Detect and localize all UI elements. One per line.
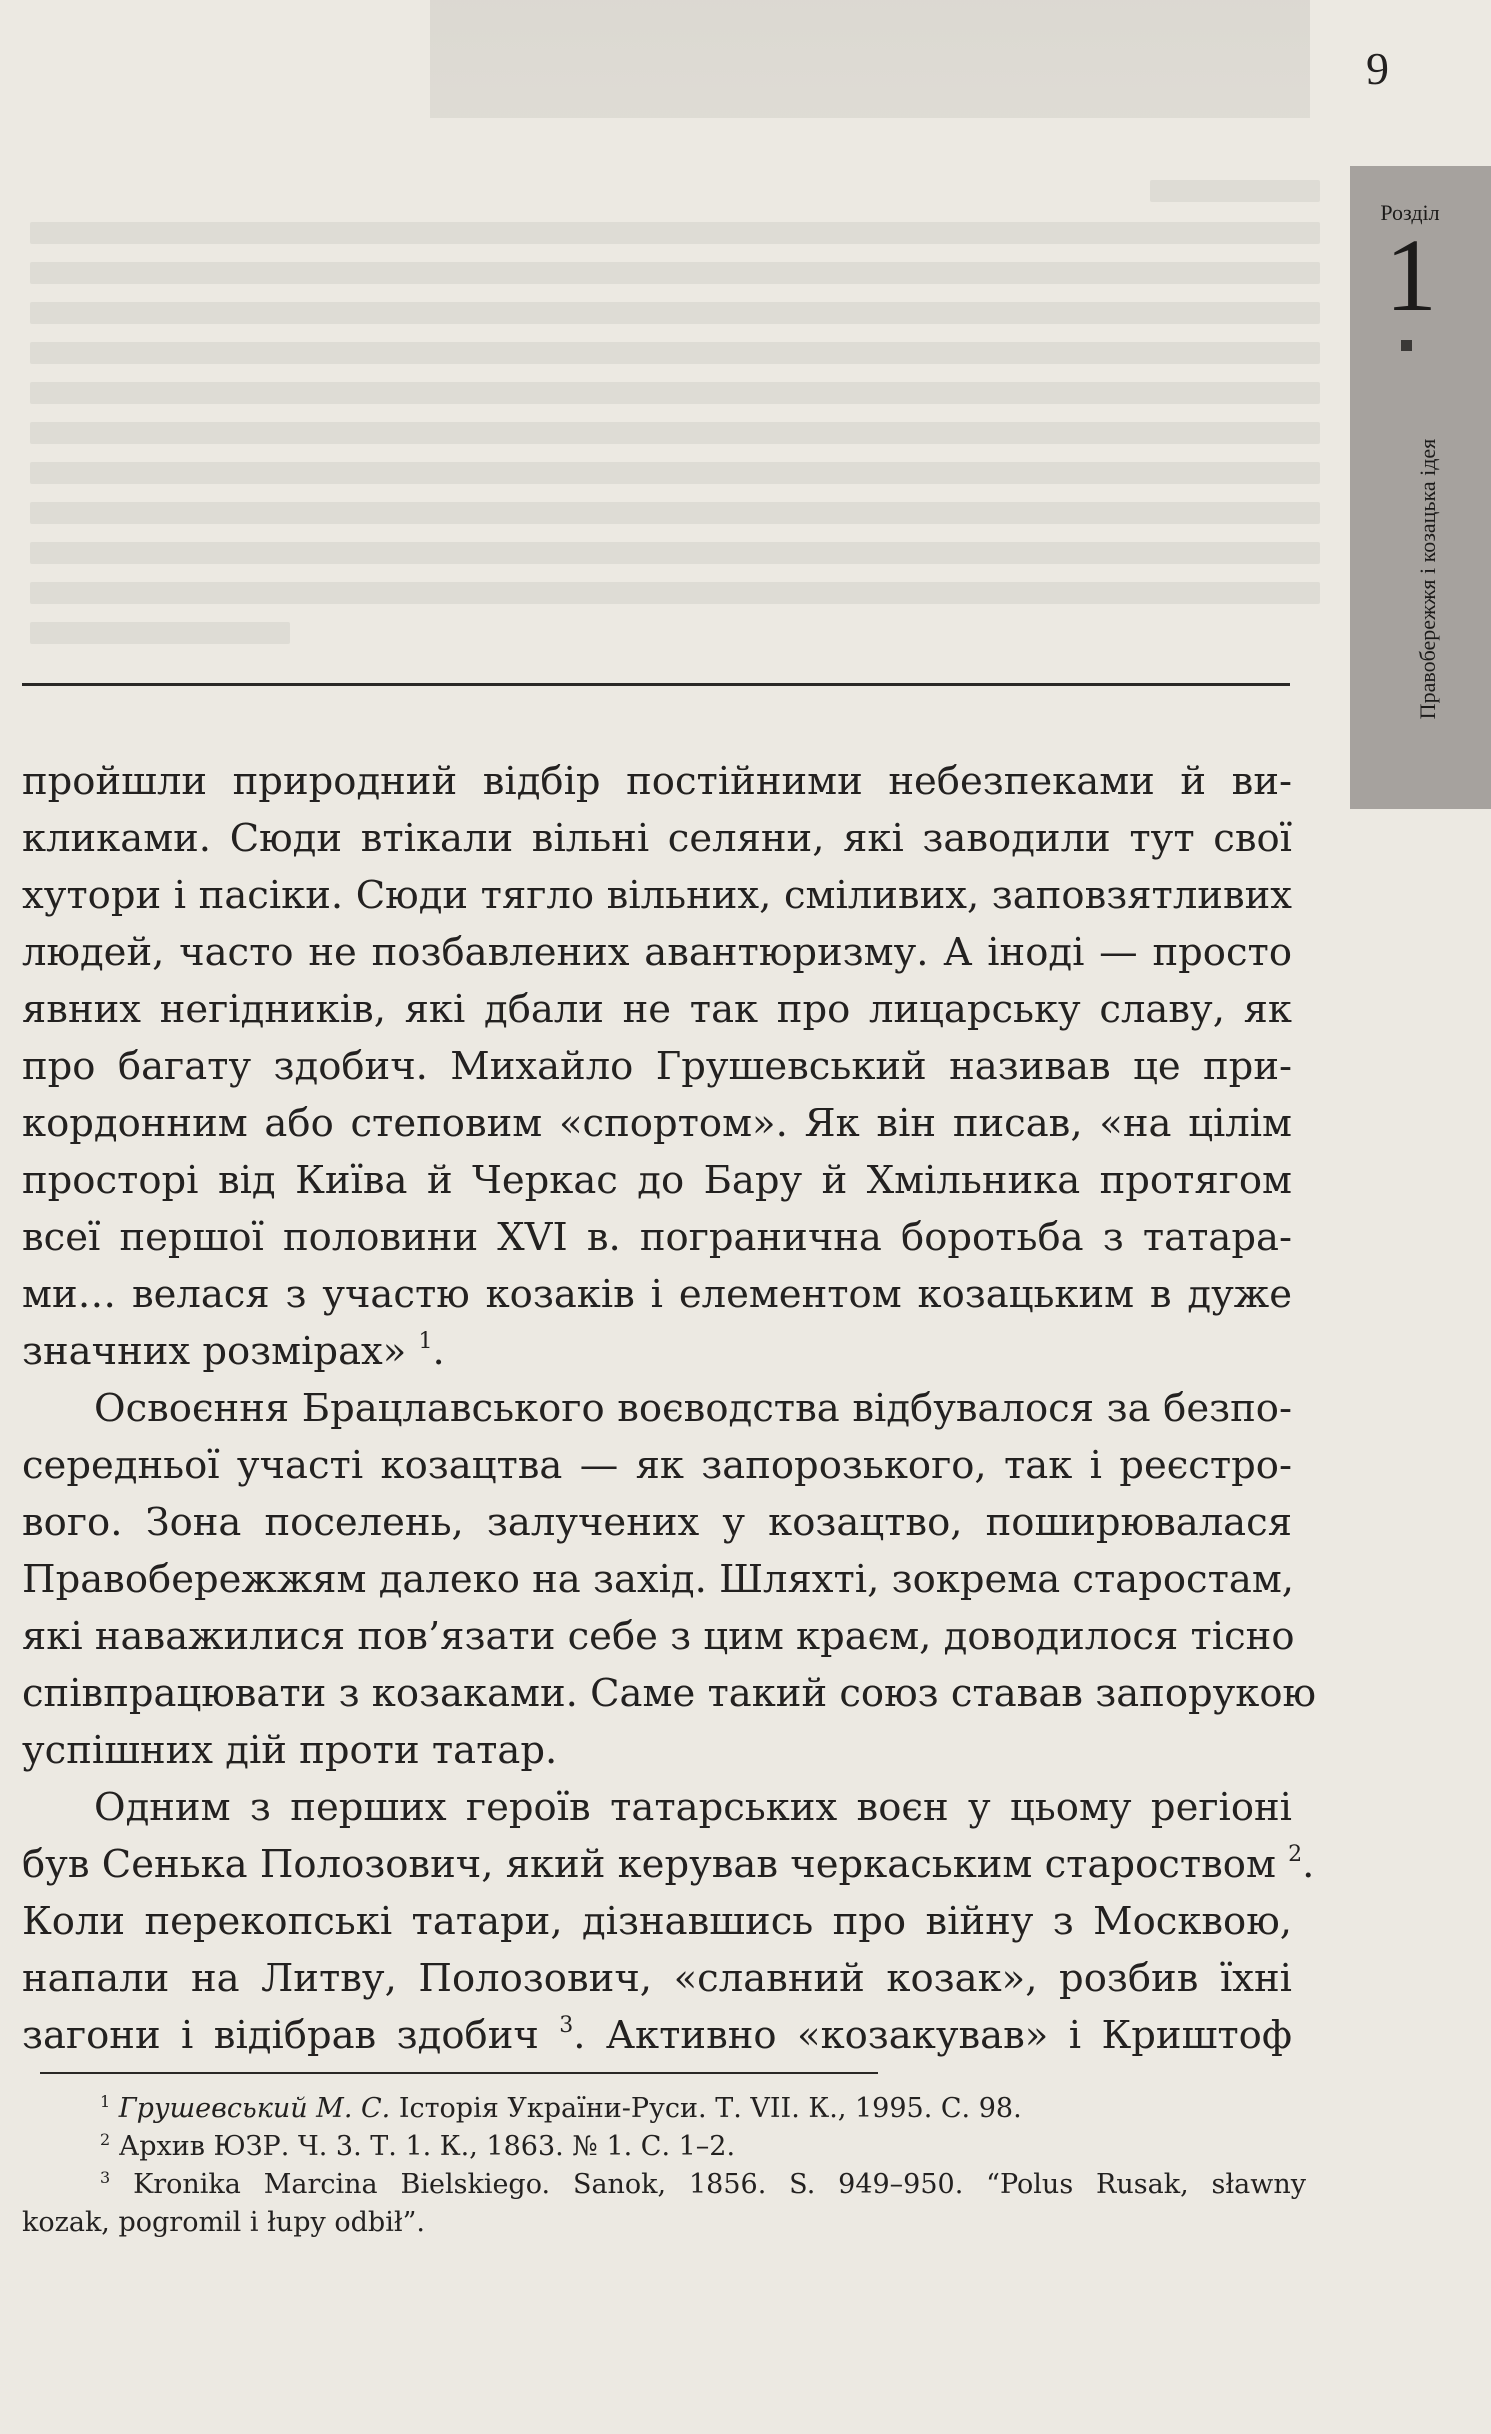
footnotes [22, 2090, 1306, 2242]
text-line: Правобережжям далеко на захід. Шляхті, зокрема старостам, [22, 1557, 1295, 1602]
text-line: середньої участі козацтва — як запорозького, так і реєстро- [22, 1443, 1292, 1488]
text-line: Одним з перших героїв татарських воєн у цьому регіоні [94, 1785, 1292, 1830]
text-line: вого. Зона поселень, залучених у козацтво, поширювалася [22, 1500, 1292, 1545]
text-fragment: . Активно «козакував» і Криштоф [573, 2013, 1292, 2058]
text-line: кордонним або степовим «спортом». Як він писав, «на цілім [22, 1101, 1292, 1146]
text-line: був Сенька Полозович, який керував черкаським староством $^2$. [22, 1842, 1315, 1887]
page-number: 9 [1366, 43, 1389, 94]
footnote-author: Грушевський М. С. [118, 2093, 391, 2124]
text-line: пройшли природний відбір постійними небезпеками й ви- [22, 759, 1292, 804]
text-line: хутори і пасіки. Сюди тягло вільних, сміливих, заповзятливих [22, 873, 1292, 918]
footnote-number: 3 [100, 2168, 111, 2187]
text-line: Коли перекопські татари, дізнавшись про війну з Москвою, [22, 1899, 1292, 1944]
text-line: значних розмірах» $^1$. [22, 1329, 445, 1374]
paragraph-2 [22, 1380, 1317, 1779]
footnote-ref-2[interactable]: 2 [1288, 1842, 1303, 1867]
bleed-through-text [30, 0, 1330, 680]
footnote-text: Kronika Marcina Bielskiego. Sanok, 1856. S. 949–950. “Polus Rusak, sławny [133, 2169, 1306, 2200]
footnote-text: Архив ЮЗР. Ч. 3. Т. 1. К., 1863. № 1. С. 1–2. [118, 2131, 736, 2162]
footnote-divider [40, 2072, 878, 2074]
footnote-3-continuation: kozak, pogromil i łupy odbił”. [22, 2207, 425, 2238]
chapter-label: Розділ [1380, 200, 1440, 225]
text-line: просторі від Київа й Черкас до Бару й Хмільника протягом [22, 1158, 1292, 1203]
footnote-ref-1[interactable]: 1 [418, 1329, 433, 1354]
footnote-text: Історія України-Руси. Т. VII. К., 1995. С. 98. [398, 2093, 1022, 2124]
chapter-number: 1 [1385, 218, 1437, 333]
chapter-square-marker [1401, 340, 1412, 351]
footnote-ref-3[interactable]: 3 [559, 2013, 574, 2038]
footnote-number: 2 [100, 2130, 111, 2149]
text-line: напали на Литву, Полозович, «славний козак», розбив їхні [22, 1956, 1292, 2001]
chapter-title [1416, 374, 1440, 784]
text-line: успішних дій проти татар. [22, 1728, 558, 1773]
text-line: всеї першої половини XVI в. погранична боротьба з татара- [22, 1215, 1292, 1260]
chapter-tab [1350, 166, 1491, 809]
text-line: кликами. Сюди втікали вільні селяни, які заводили тут свої [22, 816, 1292, 861]
paragraph-3 [22, 1779, 1315, 2064]
footnote-3 [22, 2166, 1306, 2204]
chapter-title-text: Правобережжя і козацька ідея [1415, 438, 1440, 720]
footnote-1 [22, 2090, 1306, 2128]
footnote-2 [22, 2128, 1306, 2166]
text-line: про багату здобич. Михайло Грушевський називав це при- [22, 1044, 1292, 1089]
text-fragment: значних розмірах» [22, 1329, 407, 1374]
text-line [22, 2007, 1292, 2064]
text-line: які наважилися пов’язати себе з цим краєм, доводилося тісно [22, 1614, 1295, 1659]
section-divider [22, 683, 1290, 686]
text-line: Освоєння Брацлавського воєводства відбувалося за безпо- [94, 1386, 1292, 1431]
text-fragment: загони і відібрав здобич [22, 2013, 539, 2058]
text-line: ми… велася з участю козаків і елементом козацьким в дуже [22, 1272, 1292, 1317]
text-fragment: був Сенька Полозович, який керував черкаським староством [22, 1842, 1276, 1887]
text-line: співпрацювати з козаками. Саме такий союз ставав запорукою [22, 1671, 1317, 1716]
text-line: явних негідників, які дбали не так про лицарську славу, як [22, 987, 1292, 1032]
body-text [22, 753, 1317, 2064]
text-line: людей, часто не позбавлених авантюризму. А іноді — просто [22, 930, 1292, 975]
footnote-number: 1 [100, 2092, 111, 2111]
paragraph-1 [22, 753, 1292, 1380]
